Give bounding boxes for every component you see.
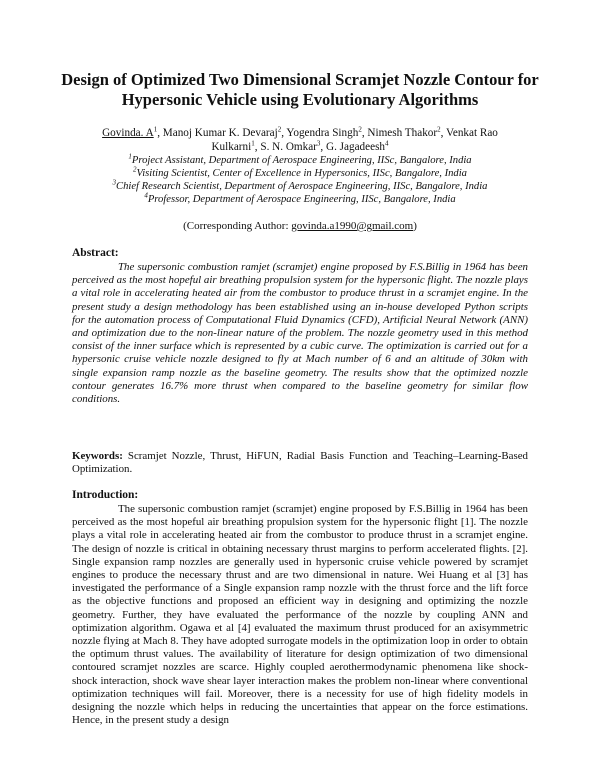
affiliation-text: Visiting Scientist, Center of Excellence in Hypersonics, IISc, Bangalore, India (136, 168, 467, 179)
author-text: , G. Jagadeesh (320, 141, 386, 153)
author-sup: 2 (437, 125, 441, 134)
affiliation-sup: 3 (112, 178, 117, 187)
affiliation-sup: 4 (144, 191, 148, 200)
keywords-label: Keywords: (72, 450, 123, 462)
corresponding-author (40, 220, 560, 232)
email-link[interactable]: govinda.a1990@gmail.com (291, 220, 414, 232)
affiliation-1 (40, 154, 560, 167)
author-list (60, 126, 540, 154)
corresponding-suffix: ) (413, 220, 417, 232)
author-text: , Manoj Kumar K. Devaraj (157, 127, 278, 139)
author-text: , Yogendra Singh (281, 127, 359, 139)
affiliation-text: Project Assistant, Department of Aerospace Engineering, IISc, Bangalore, India (131, 155, 472, 166)
affiliation-sup: 1 (128, 152, 132, 161)
author-sup: 3 (316, 139, 321, 148)
first-author: Govinda. A (102, 127, 154, 139)
author-sup: 1 (153, 125, 158, 134)
introduction-text: The supersonic combustion ramjet (scramjet) engine proposed by F.S.Billig in 1964 has been perceived as the most hopeful air breathing propulsion system for the hypersonic flight [1]. The nozzle plays a vital role in accelerating heated air from the combustor to produce thrust in a scramjet engine. The design of nozzle is critical in obtaining necessary thrust margins to perform accelerated flights. [2]. Single expansion ramp nozzles are generally used in hypersonic cruise vehicle powered by scramjet engines to produce the necessary thrust and are two dimensional in nature. Wei Huang et al [3] has investigated the performance of a Single expansion ramp nozzle with the thrust force and the lift force as the objective functions and proposed an efficient way in designing and optimizing the nozzle geometry. Further, they have evaluated the performance of the nozzle by coupling ANN and optimization algorithm. Ogawa et al [4] evaluated the maximum thrust produced for an axisymmetric nozzle flying at Mach 8. They have adopted surrogate models in the optimization loop in order to obtain the optimum thrust values. The availability of literature for design optimization of two dimensional contoured scramjet nozzles are scarce. Highly coupled aerothermodynamic phenomena like shock-shock interaction, shock wave shear layer interaction makes the problem non-linear where conventional optimization techniques will fail. Moreover, there is a necessity for use of high fidelity models in designing the nozzle which helps in reducing the uncertainties that appear on the force estimations. Hence, in the present study a design (72, 503, 528, 727)
introduction-body (72, 503, 528, 727)
author-sup: 1 (251, 139, 255, 148)
keywords (72, 450, 528, 476)
author-line-1 (60, 126, 540, 140)
author-text: , S. N. Omkar (254, 141, 317, 153)
title-line-2: Hypersonic Vehicle using Evolutionary Algorithms (121, 90, 479, 109)
author-sup: 4 (385, 139, 389, 148)
author-text: Kulkarni (211, 141, 252, 153)
affiliation-2 (40, 167, 560, 180)
author-line-2 (60, 140, 540, 154)
abstract-heading: Abstract: (72, 247, 119, 259)
introduction-heading: Introduction: (72, 489, 139, 501)
author-text: , Venkat Rao (440, 127, 498, 139)
author-sup: 2 (358, 125, 362, 134)
abstract-text: The supersonic combustion ramjet (scramjet) engine proposed by F.S.Billig in 1964 has been perceived as the most hopeful air breathing propulsion system for the hypersonic flight. The nozzle plays a vital role in accelerating heated air from the combustor to produce thrust in a scramjet engine. In the present study a design methodology has been established using an in-house developed Python scripts for the automation process of Computational Fluid Dynamics (CFD), Artificial Neural Network (ANN) and optimization due to the non-linear nature of the problem. The nozzle geometry used in this method consist of the inner surface which is represented by a cubic curve. The optimization is carried out for a hypersonic cruise vehicle nozzle designed to fly at Mach number of 6 and an altitude of 30km with single expansion ramp nozzle as the baseline geometry. The results show that the optimized nozzle contour generates 16.7% more thrust when compared to the baseline geometry for similar flow conditions. (72, 261, 528, 406)
keywords-text: Scramjet Nozzle, Thrust, HiFUN, Radial Basis Function and Teaching–Learning-Based Optimization. (72, 450, 528, 476)
paper-title (40, 70, 560, 110)
affiliation-text: Professor, Department of Aerospace Engineering, IISc, Bangalore, India (147, 194, 456, 205)
author-text: , Nimesh Thakor (361, 127, 438, 139)
affiliation-sup: 2 (133, 165, 137, 174)
affiliation-4 (40, 193, 560, 206)
title-line-1: Design of Optimized Two Dimensional Scramjet Nozzle Contour for (61, 70, 539, 89)
abstract-body (72, 261, 528, 406)
author-sup: 2 (277, 125, 282, 134)
affiliation-text: Chief Research Scientist, Department of Aerospace Engineering, IISc, Bangalore, India (116, 181, 488, 192)
corresponding-prefix: (Corresponding Author: (183, 220, 292, 232)
affiliation-3 (40, 180, 560, 193)
